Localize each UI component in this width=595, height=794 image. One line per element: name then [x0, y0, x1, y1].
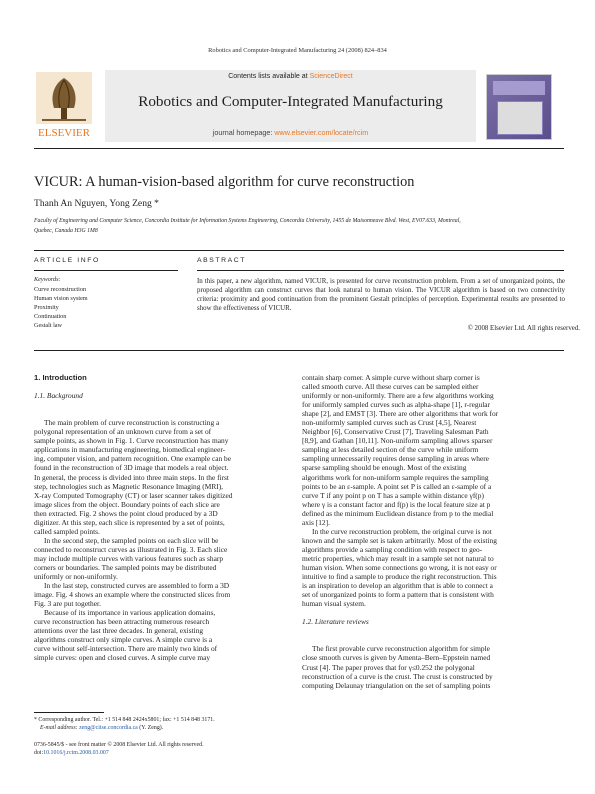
body-line: metric properties, which may result in a sample set not natural to: [302, 553, 494, 563]
body-line: Because of its importance in various application domains,: [44, 608, 216, 618]
header-rule: [34, 148, 564, 149]
body-line: for uniformly sampled curves such as alpha-shape [1], r-regular: [302, 400, 491, 410]
elsevier-logo: [28, 70, 100, 142]
body-line: axis [12].: [302, 517, 330, 527]
body-line: uniformly or non-uniformly.: [34, 572, 118, 582]
sciencedirect-link[interactable]: ScienceDirect: [309, 73, 353, 80]
footnote-rule: [34, 712, 104, 713]
abstract-heading: ABSTRACT: [197, 257, 247, 264]
body-line: sampling at less detailed section of the curve while uniform: [302, 445, 479, 455]
journal-homepage: journal homepage: www.elsevier.com/locate/rcim: [212, 128, 369, 137]
body-line: In the second step, the sampled points on each slice will be: [44, 535, 219, 545]
body-line: Fig. 3 are put together.: [34, 599, 101, 609]
body-line: known and the sample set is taken arbitrarily. Most of the existing: [302, 535, 497, 545]
left-column: [34, 373, 283, 663]
abstract-copyright: © 2008 Elsevier Ltd. All rights reserved.: [467, 325, 580, 332]
keyword: Human vision system: [34, 295, 88, 302]
body-line: intuitive to find a sample to produce the right reconstruction. This: [302, 572, 497, 582]
info-rule-bottom: [34, 350, 564, 351]
article-info-heading: ARTICLE INFO: [34, 257, 100, 264]
right-column: [302, 373, 552, 690]
section-heading: 1. Introduction: [34, 373, 87, 382]
body-line: In general, the process is divided into three main steps. In the first: [34, 472, 229, 482]
body-line: called sampled points.: [34, 526, 100, 536]
cover-illustration: [497, 101, 543, 135]
body-line: curve T if any point p on T has a sample within distance γf(p): [302, 490, 484, 500]
body-line: step, technologies such as Magnetic Resonance Imaging (MRI),: [34, 481, 224, 491]
body-line: contain sharp corner. A simple curve without sharp corner is: [302, 373, 480, 382]
article-info-rule: [34, 270, 178, 271]
body-line: ing, computer vision, and pattern recognition. One example can be: [34, 454, 232, 464]
article-title: VICUR: A human-vision-based algorithm for curve reconstruction: [34, 174, 415, 190]
body-line: connected to reconstruct curves as illustrated in Fig. 3. Each slice: [34, 544, 228, 554]
body-line: non-uniformly sampled curves such as Crust [4,5], Nearest: [302, 418, 477, 428]
body-line: close smooth curves is given by Amenta–Bern–Eppstein named: [302, 653, 491, 663]
body-line: then extracted. Fig. 2 shows the point cloud produced by a 3D: [34, 508, 218, 518]
body-line: attentions over the last three decades. In general, existing: [34, 626, 204, 636]
body-line: may include multiple curves with various features such as sharp: [34, 553, 224, 563]
body-line: reconstruction of a curve is the crust. The crust is constructed by: [302, 671, 493, 681]
body-line: [8,9], and Gathan [10,11]. Non-uniform sampling allows sparser: [302, 436, 493, 446]
journal-title: Robotics and Computer-Integrated Manufacturing: [138, 93, 443, 110]
body-line: polygonal representation of an unknown curve from a set of: [34, 427, 212, 437]
keywords-list: [34, 285, 88, 330]
body-line: sparse sampling should be enough. Most of the existing: [302, 463, 467, 473]
keyword: Continuation: [34, 313, 67, 320]
body-line: human vision. When some connections go wrong, it is not easy or: [302, 562, 497, 572]
issn-block: 0736-5845/$ - see front matter © 2008 Elsevier Ltd. All rights reserved. doi:10.1016/j.rcim.2008.03.007: [34, 742, 204, 757]
body-line: human visual system.: [302, 599, 366, 609]
body-line: where γ is a constant factor and f(p) is the local feature size at p: [302, 499, 491, 509]
body-line: algorithms work for non-uniform sample requires the sampling: [302, 472, 489, 482]
journal-cover-image: [486, 74, 552, 140]
abstract-text: In this paper, a new algorithm, named VICUR, is presented for curve reconstruction problem. From a set of unorganized points, the proposed algorithm can construct curves that look natural to human vision. The VICUR algorithm is based on two connectivity criteria: proximity and good continuation from the prominent Gestalt principles of perception. Experimental results are presented to show the effectiveness of VICUR.: [197, 278, 565, 313]
article-authors: Thanh An Nguyen, Yong Zeng *: [34, 198, 159, 209]
body-line: defined as the minimum Euclidean distance from p to the medial: [302, 508, 494, 518]
email-link[interactable]: zeng@ciise.concordia.ca: [79, 725, 138, 732]
body-line: found in the reconstruction of 3D image that models a real object.: [34, 463, 229, 473]
cover-title-band: [493, 81, 545, 95]
keywords-label: Keywords:: [34, 276, 61, 283]
publisher-wordmark: ELSEVIER: [38, 127, 90, 139]
body-line: applications in manufacturing engineering, biomedical engineer-: [34, 445, 226, 455]
keyword: Curve reconstruction: [34, 286, 87, 293]
contents-line: Contents lists available at ScienceDirect: [228, 73, 353, 80]
body-line: In the last step, constructed curves are assembled to form a 3D: [44, 581, 230, 591]
body-line: set of unorganized points to form a pattern that is consistent with: [302, 590, 494, 600]
body-line: In the curve reconstruction problem, the original curve is not: [312, 526, 492, 536]
doi-link[interactable]: 10.1016/j.rcim.2008.03.007: [43, 750, 109, 757]
keyword: Gestalt law: [34, 322, 63, 329]
body-line: Crust [4]. The paper proves that for γ≤0.252 the polygonal: [302, 662, 475, 672]
body-line: algorithms construct only simple curves. A simple curve is a: [34, 635, 213, 645]
subsection-heading: 1.1. Background: [34, 391, 83, 401]
subsection-heading: 1.2. Literature reviews: [302, 617, 369, 627]
body-line: image. Fig. 4 shows an example where the constructed slices from: [34, 590, 231, 600]
footnote: * Corresponding author. Tel.: +1 514 848 2424x5801; fax: +1 514 848 3171. E-mail address: zeng@ciise.concordia.ca (Y. Zeng).: [34, 717, 215, 732]
running-head: Robotics and Computer-Integrated Manufacturing 24 (2008) 824–834: [208, 47, 387, 54]
body-line: is an inspiration to develop an algorithm that is able to connect a: [302, 581, 493, 591]
body-line: sampling unnecessarily requires dense sampling in areas where: [302, 454, 489, 464]
body-line: shape [2], and EMST [3]. There are other algorithms that work for: [302, 409, 499, 419]
body-line: computing Delaunay triangulation on the set of sampling points: [302, 680, 491, 690]
keyword: Proximity: [34, 304, 59, 311]
body-line: curve reconstruction has been attracting numerous research: [34, 617, 210, 627]
info-rule-top: [34, 250, 564, 251]
article-affiliation: Faculty of Engineering and Computer Science, Concordia Institute for Information Systems Engineering, Concordia University, 1455 de Maisonneuve Blvd. West, EV07.633, Montreal, Quebec, Canada H3G 1M8: [34, 218, 461, 234]
body-line: curve without self-intersection. There are mainly two kinds of: [34, 644, 218, 654]
body-line: X-ray Computed Tomography (CT) or laser scanner takes digitized: [34, 490, 233, 500]
body-line: points to be an ε-sample. A point set P is called an ε-sample of a: [302, 481, 492, 491]
body-line: Neighbor [6], Conservative Crust [7], Traveling Salesman Path: [302, 427, 489, 437]
body-line: The main problem of curve reconstruction is constructing a: [44, 418, 220, 428]
body-line: sample points, as shown in Fig. 1. Curve reconstruction has many: [34, 436, 229, 446]
body-line: corners or boundaries. The sampled points may be distributed: [34, 562, 217, 572]
body-line: digitizer. At this step, each slice is represented by a set of points,: [34, 517, 225, 527]
body-line: algorithms provide a sampling condition with respect to geo-: [302, 544, 483, 554]
homepage-link[interactable]: www.elsevier.com/locate/rcim: [274, 128, 369, 137]
body-line: The first provable curve reconstruction algorithm for simple: [312, 644, 490, 654]
body-line: uniformly or non-uniformly. There are a few algorithms working: [302, 391, 494, 401]
body-line: simple curves: open and closed curves. A simple curve may: [34, 653, 211, 663]
body-line: image slices from the object. Boundary points of each slice are: [34, 499, 220, 509]
abstract-rule: [197, 270, 564, 271]
body-line: called smooth curve. All these curves can be sampled either: [302, 382, 479, 392]
